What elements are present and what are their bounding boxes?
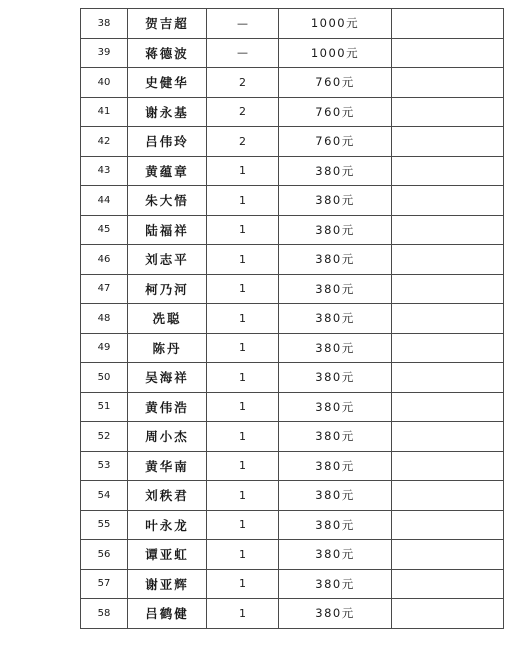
award-table [80,8,504,629]
row-index-cell: 44 [81,186,128,216]
person-name-cell: 周小杰 [128,422,207,452]
person-name-cell: 吕伟玲 [128,127,207,157]
table-row [81,127,504,157]
count-cell: 1 [207,333,279,363]
amount-cell: 380元 [279,156,392,186]
amount-cell: 380元 [279,481,392,511]
note-cell [392,38,504,68]
row-index-cell: 48 [81,304,128,334]
row-index-cell: 38 [81,9,128,39]
person-name-cell: 叶永龙 [128,510,207,540]
amount-cell: 380元 [279,540,392,570]
person-name-cell: 黄华南 [128,451,207,481]
award-table-body [81,9,504,629]
count-cell: 2 [207,127,279,157]
person-name-cell: 刘秩君 [128,481,207,511]
table-row [81,9,504,39]
note-cell [392,215,504,245]
table-row [81,97,504,127]
amount-cell: 1000元 [279,9,392,39]
amount-cell: 380元 [279,569,392,599]
table-row [81,215,504,245]
table-row [81,510,504,540]
note-cell [392,127,504,157]
table-row [81,540,504,570]
person-name-cell: 黄伟浩 [128,392,207,422]
amount-cell: 380元 [279,392,392,422]
count-cell: 1 [207,304,279,334]
row-index-cell: 41 [81,97,128,127]
row-index-cell: 39 [81,38,128,68]
count-cell: 1 [207,186,279,216]
note-cell [392,304,504,334]
amount-cell: 380元 [279,333,392,363]
count-cell: 1 [207,274,279,304]
row-index-cell: 49 [81,333,128,363]
person-name-cell: 谢亚辉 [128,569,207,599]
row-index-cell: 57 [81,569,128,599]
amount-cell: 380元 [279,599,392,629]
amount-cell: 380元 [279,304,392,334]
note-cell [392,540,504,570]
person-name-cell: 贺吉超 [128,9,207,39]
person-name-cell: 冼聪 [128,304,207,334]
row-index-cell: 51 [81,392,128,422]
amount-cell: 380元 [279,245,392,275]
note-cell [392,186,504,216]
note-cell [392,97,504,127]
person-name-cell: 蒋德波 [128,38,207,68]
table-row [81,245,504,275]
person-name-cell: 朱大悟 [128,186,207,216]
note-cell [392,68,504,98]
count-cell: 1 [207,451,279,481]
row-index-cell: 45 [81,215,128,245]
count-cell: 2 [207,97,279,127]
note-cell [392,274,504,304]
amount-cell: 380元 [279,274,392,304]
count-cell: 1 [207,245,279,275]
row-index-cell: 46 [81,245,128,275]
count-cell: 1 [207,392,279,422]
count-cell: 1 [207,481,279,511]
amount-cell: 380元 [279,215,392,245]
person-name-cell: 陆福祥 [128,215,207,245]
person-name-cell: 谭亚虹 [128,540,207,570]
table-row [81,333,504,363]
amount-cell: 380元 [279,422,392,452]
person-name-cell: 谢永基 [128,97,207,127]
note-cell [392,363,504,393]
person-name-cell: 吴海祥 [128,363,207,393]
note-cell [392,156,504,186]
person-name-cell: 黄蕴章 [128,156,207,186]
row-index-cell: 47 [81,274,128,304]
table-row [81,68,504,98]
amount-cell: 760元 [279,68,392,98]
table-row [81,451,504,481]
amount-cell: 760元 [279,97,392,127]
count-cell: 1 [207,215,279,245]
row-index-cell: 58 [81,599,128,629]
table-row [81,599,504,629]
note-cell [392,422,504,452]
amount-cell: 380元 [279,451,392,481]
row-index-cell: 50 [81,363,128,393]
note-cell [392,9,504,39]
count-cell: 1 [207,599,279,629]
table-row [81,304,504,334]
row-index-cell: 56 [81,540,128,570]
table-row [81,38,504,68]
row-index-cell: 42 [81,127,128,157]
table-row [81,569,504,599]
count-cell: 1 [207,422,279,452]
count-cell: — [207,38,279,68]
note-cell [392,245,504,275]
count-cell: 1 [207,569,279,599]
note-cell [392,481,504,511]
count-cell: — [207,9,279,39]
row-index-cell: 52 [81,422,128,452]
table-row [81,156,504,186]
table-row [81,186,504,216]
note-cell [392,333,504,363]
note-cell [392,392,504,422]
count-cell: 2 [207,68,279,98]
note-cell [392,451,504,481]
amount-cell: 1000元 [279,38,392,68]
person-name-cell: 刘志平 [128,245,207,275]
amount-cell: 760元 [279,127,392,157]
table-row [81,363,504,393]
row-index-cell: 53 [81,451,128,481]
table-row [81,481,504,511]
table-row [81,274,504,304]
note-cell [392,599,504,629]
count-cell: 1 [207,510,279,540]
person-name-cell: 史健华 [128,68,207,98]
person-name-cell: 柯乃河 [128,274,207,304]
person-name-cell: 吕鹤健 [128,599,207,629]
count-cell: 1 [207,363,279,393]
note-cell [392,569,504,599]
table-row [81,392,504,422]
amount-cell: 380元 [279,510,392,540]
row-index-cell: 40 [81,68,128,98]
note-cell [392,510,504,540]
table-row [81,422,504,452]
count-cell: 1 [207,156,279,186]
row-index-cell: 43 [81,156,128,186]
person-name-cell: 陈丹 [128,333,207,363]
row-index-cell: 54 [81,481,128,511]
amount-cell: 380元 [279,363,392,393]
count-cell: 1 [207,540,279,570]
amount-cell: 380元 [279,186,392,216]
row-index-cell: 55 [81,510,128,540]
